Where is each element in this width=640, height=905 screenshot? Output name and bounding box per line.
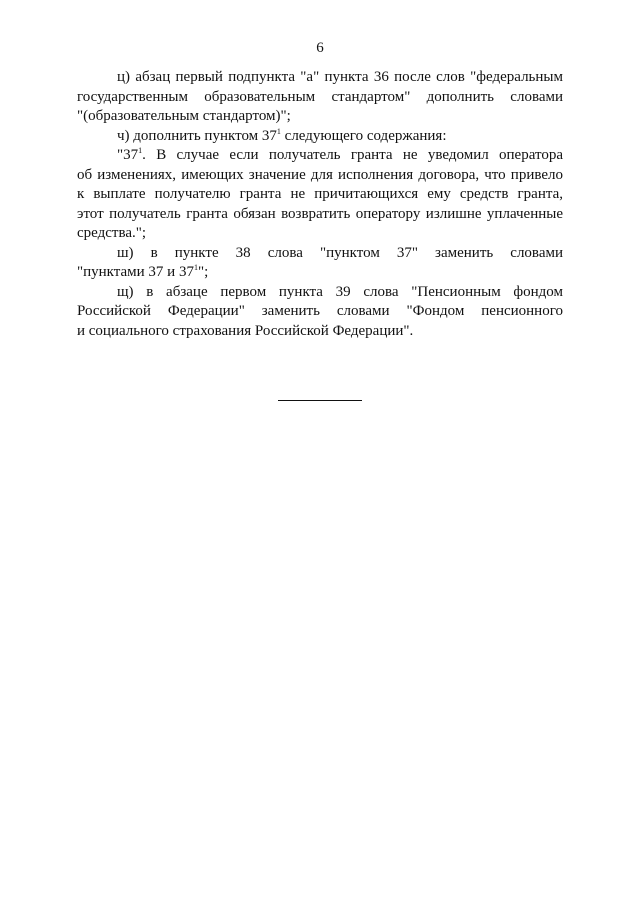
closing-divider (278, 400, 362, 401)
paragraph-ts-line-3: "(образовательным стандартом)"; (77, 108, 291, 124)
paragraph-sh-line-1: ш) в пункте 38 слова "пунктом 37" заменить словами (117, 244, 563, 261)
paragraph-ch-line-1 (77, 127, 563, 147)
superscript: 1 (276, 126, 281, 136)
paragraph-37-1-line-3: к выплате получателю гранта не причитающихся ему средств гранта, (77, 186, 563, 202)
paragraph-37-1-text: . В случае если получатель гранта не уведомил оператора (142, 147, 563, 163)
paragraph-ch-text-end: следующего содержания: (280, 127, 447, 144)
document-body (77, 68, 563, 341)
paragraph-ts (77, 68, 563, 127)
superscript: 1 (138, 146, 143, 155)
superscript: 1 (193, 263, 198, 272)
paragraph-sh-text: "пунктами 37 и 37 (77, 264, 194, 280)
paragraph-37-1-line-4: этот получатель гранта обязан возвратить оператору излишне уплаченные (77, 205, 563, 222)
paragraph-shch-line-3: и социального страхования Российской Федерации". (77, 322, 414, 339)
paragraph-ch-text: ч) дополнить пунктом 37 (117, 127, 277, 144)
paragraph-ch (77, 127, 563, 147)
point-number: "37 (117, 147, 139, 163)
paragraph-shch (77, 283, 563, 342)
paragraph-37-1-line-5: средства."; (77, 225, 147, 241)
paragraph-shch-line-1: щ) в абзаце первом пункта 39 слова "Пенсионным фондом (117, 283, 563, 300)
paragraph-sh (77, 244, 563, 283)
paragraph-sh-text-end: "; (197, 264, 209, 280)
paragraph-sh-line-2 (77, 263, 563, 283)
paragraph-37-1 (77, 146, 563, 244)
page-number: 6 (316, 40, 324, 56)
paragraph-shch-line-2: Российской Федерации" заменить словами "Фондом пенсионного (77, 303, 563, 319)
paragraph-37-1-line-2: об изменениях, имеющих значение для исполнения договора, что привело (77, 166, 563, 183)
paragraph-37-1-line-1 (77, 146, 563, 166)
paragraph-ts-line-2: государственным образовательным стандартом" дополнить словами (77, 88, 563, 105)
paragraph-ts-line-1: ц) абзац первый подпункта "а" пункта 36 после слов "федеральным (117, 69, 563, 85)
